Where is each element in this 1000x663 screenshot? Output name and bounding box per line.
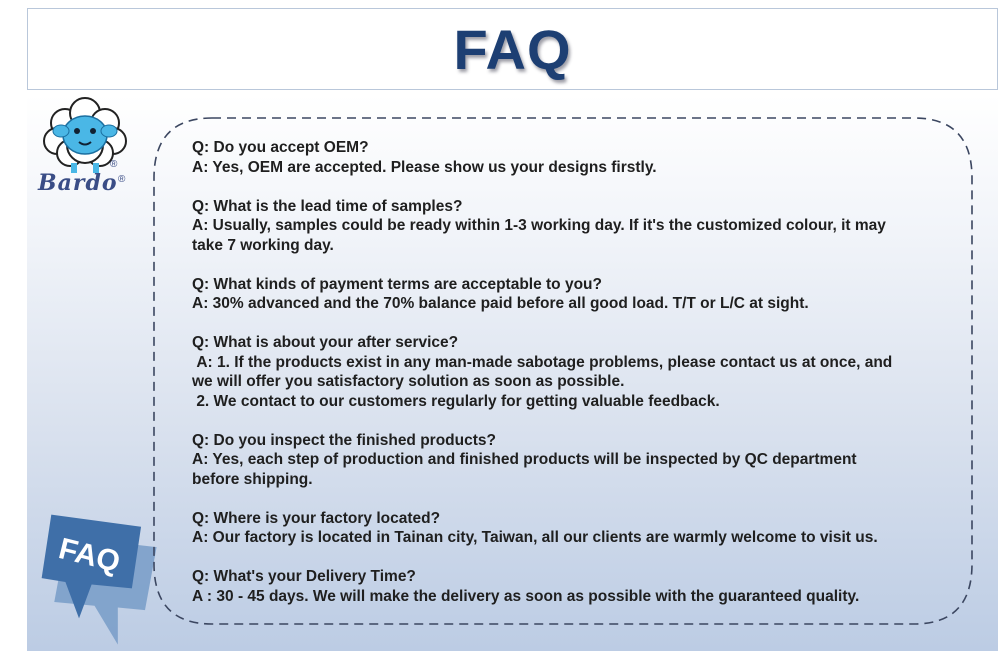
faq-question: Q: What kinds of payment terms are acceptable to you? [192,275,602,293]
faq-item [192,197,952,256]
faq-question: Q: Do you inspect the finished products? [192,431,496,449]
faq-answer-line: A: Yes, OEM are accepted. Please show us your designs firstly. [192,158,657,176]
faq-item [192,567,952,606]
header-banner [27,8,998,90]
faq-answer-line: we will offer you satisfactory solution as soon as possible. [192,373,625,390]
faq-answer-line: A : 30 - 45 days. We will make the delivery as soon as possible with the guaranteed quality. [192,587,860,605]
registered-mark: ® [110,159,118,170]
faq-item [192,138,952,177]
faq-answer-line: take 7 working day. [192,236,334,254]
faq-question: Q: What's your Delivery Time? [192,568,416,585]
faq-answer-line: A: Yes, each step of production and finished products will be inspected by QC department [192,451,857,468]
faq-question: Q: Where is your factory located? [192,509,441,527]
brand-name: Bardo [38,170,118,196]
faq-answer-line: A: Our factory is located in Tainan city, Taiwan, all our clients are warmly welcome to visit us. [192,529,878,546]
faq-question: Q: What is the lead time of samples? [192,197,463,215]
faq-answer-line: 2. We contact to our customers regularly for getting valuable feedback. [192,392,720,410]
faq-answer-line: A: Usually, samples could be ready within 1-3 working day. If it's the customized colour, it may [192,217,886,234]
faq-answer-line: A: 1. If the products exist in any man-made sabotage problems, please contact us at once, and [192,353,893,371]
faq-answer-line: before shipping. [192,470,313,488]
faq-bubble-icon [30,505,160,650]
faq-list [192,138,952,626]
faq-question: Q: Do you accept OEM? [192,139,369,156]
faq-item [192,275,952,314]
page-title: FAQ [453,17,572,81]
faq-item [192,333,952,411]
faq-item [192,509,952,548]
faq-badge-text: FAQ [55,532,124,580]
faq-answer-line: A: 30% advanced and the 70% balance paid before all good load. T/T or L/C at sight. [192,295,809,312]
faq-item [192,431,952,490]
registered-mark-2: ® [118,174,126,185]
faq-question: Q: What is about your after service? [192,334,459,351]
